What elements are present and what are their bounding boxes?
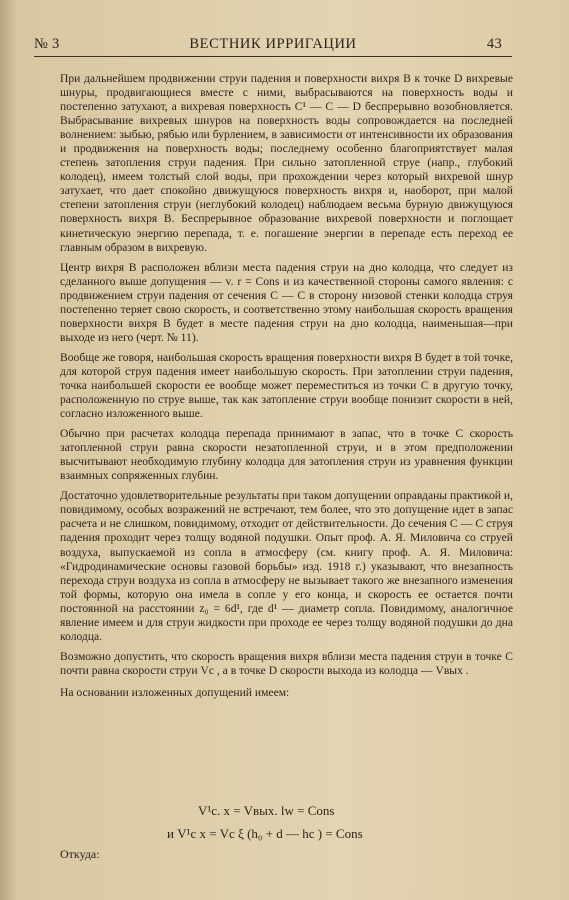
- paragraph-3: Вообще же говоря, наибольшая скорость вращения поверхности вихря В будет в той точке, для которой струя падения имеет наибольшую скорость. При затоплении струи падения, точка наибольшей скорости ее вообще может переместиться из точки С в другую точку, расположенную по струе выше, так как затопление струи вообще понизит скорости в ней, согласно изложенного выше.: [60, 350, 513, 421]
- issue-number: № 3: [34, 36, 60, 52]
- formula-2: и V¹c x = Vc ξ (h₀ + d — hc ) = Cons: [167, 826, 363, 841]
- journal-title: ВЕСТНИК ИРРИГАЦИИ: [189, 36, 357, 52]
- formulas-intro: На основании изложенных допущений имеем:: [60, 685, 290, 699]
- page-header: [34, 34, 512, 57]
- paragraph-2: Центр вихря В расположен вблизи места падения струи на дно колодца, что следует из сделанного выше допущения — v. r = Cons и из качественной стороны самого явления: с продвижением струи падения от сечения C — C в сторону низовой стенки колодца струя постепенно теряет свою скорость, и соответственно этому наибольшая скорость вращения поверхности вихря В будет в месте падения струи на дно колодца, наименьшая—при выходе из него (черт. № 11).: [60, 260, 513, 344]
- paragraph-5: Достаточно удовлетворительные результаты при таком допущении оправданы практикой и, повидимому, особых возражений не встречают, тем более, что это допущение идет в запас расчета и не слишком, повидимому, отходит от действительности. До сечения C — C струя падения проходит через толщу водяной подушки. Опыт проф. А. Я. Миловича со струей воздуха, выпускаемой из сопла в атмосферу (см. книгу проф. А. Я. Миловича: «Гидродинамические основы газовой борьбы» изд. 1918 г.) указывают, что внезапность перехода струи воздуха из сопла в атмосферу не вызывает такого же внезапного изменения той формы, которую она имела в сопле у его конца, и скорость ее остается почти постоянной на расстоянии z₀ = 6d¹, где d¹ — диаметр сопла. Повидимому, аналогичное явление имеем и для струи жидкости при проходе ее через толщу водяной подушки до дна колодца.: [60, 489, 513, 643]
- article-body: [60, 72, 513, 706]
- paragraph-1: При дальнейшем продвижении струи падения и поверхности вихря В к точке D вихревые шнуры, продвигающиеся вместе с ними, выбрасываются на поверхность воды и постепенно затухают, а вихревая поверхность C¹ — C — D беспрерывно возобновляется. Выбрасывание вихревых шнуров на поверхность воды сопровождается на последней волнением: зыбью, рябью или бурлением, в зависимости от интенсивности их образования и продвижения на поверхность воды; последнему особенно благоприятствует малая степень затопления струи падения. При сильно затопленной струе (напр., глубокий колодец), имеем толстый слой воды, при прохождении через который вихревой шнур затухает, что дает спокойно движущуюся поверхность вихря и, наоборот, при малой степени затопления струи (неглубокий колодец) наблюдаем весьма бурную движущуюся поверхность вихря В. Беспрерывное образование вихревой поверхности и поглощает кинетическую энергию перепада, т. е. погашение энергии в перепаде есть переход ее главным образом в вихревую.: [60, 72, 513, 254]
- formula-1: V¹c. x = Vвых. lw = Cons: [198, 803, 335, 818]
- paragraph-6: Возможно допустить, что скорость вращения вихря вблизи места падения струи в точке С почти равна скорости струи Vc , а в точке D скорости выхода из колодца — Vвых .: [60, 649, 513, 677]
- paragraph-4: Обычно при расчетах колодца перепада принимают в запас, что в точке С скорость затопленной струи равна скорости незатопленной струи, и в этом предположении высчитывают необходимую глубину колодца для затопления струи из уравнения функции взаимных сопряженных глубин.: [60, 427, 513, 483]
- closing-word: Откуда:: [60, 847, 100, 861]
- page-number: 43: [486, 36, 502, 52]
